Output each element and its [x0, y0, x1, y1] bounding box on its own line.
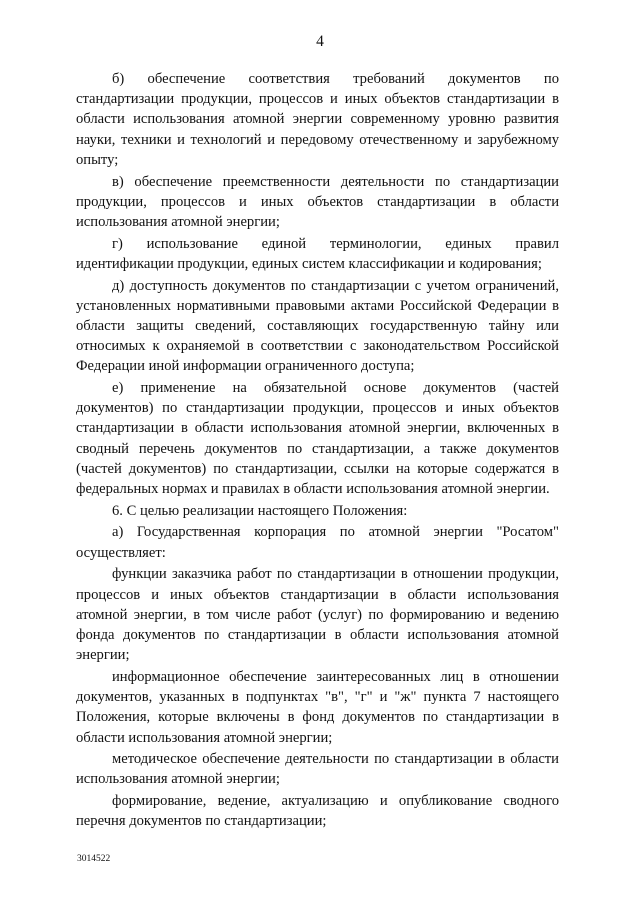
paragraph-6a: а) Государственная корпорация по атомной энергии "Росатом" осуществляет:: [76, 524, 559, 561]
document-body: [76, 69, 559, 833]
paragraph-section-6: 6. С целью реализации настоящего Положения:: [112, 502, 408, 519]
paragraph-e: е) применение на обязательной основе документов (частей документов) по стандартизации продукции, процессов и иных объектов стандартизации в области использования атомной энергии, включенных в сводный перечень документов по стандартизации, а также документов (частей документов) по стандартизации, ссылки на которые содержатся в федеральных нормах и правилах в области использования атомной энергии.: [76, 380, 559, 498]
paragraph-b: б) обеспечение соответствия требований документов по стандартизации продукции, процессов и иных объектов стандартизации в области использования атомной энергии современному уровню развития науки, техники и технологий и передовому отечественному и зарубежному опыту;: [76, 71, 559, 168]
paragraph-d: д) доступность документов по стандартизации с учетом ограничений, установленных нормативными правовыми актами Российской Федерации в области защиты сведений, составляющих государственную тайну или относимых к охраняемой в соответствии с законодательством Российской Федерации иной информации ограниченного доступа;: [76, 277, 559, 375]
paragraph-methodical-support: методическое обеспечение деятельности по стандартизации в области использования атомной энергии;: [76, 751, 559, 788]
paragraph-v: в) обеспечение преемственности деятельности по стандартизации продукции, процессов и иных объектов стандартизации в области использования атомной энергии;: [76, 173, 559, 230]
paragraph-customer-functions: функции заказчика работ по стандартизации в отношении продукции, процессов и иных объектов стандартизации в области использования атомной энергии, в том числе работ (услуг) по формированию и ведению фонда документов по стандартизации в области использования атомной энергии;: [76, 566, 559, 664]
footer-document-code: 3014522: [77, 854, 111, 864]
page-number: 4: [316, 33, 324, 50]
paragraph-consolidated-list: формирование, ведение, актуализацию и опубликование сводного перечня документов по стандартизации;: [76, 793, 559, 830]
paragraph-g: г) использование единой терминологии, единых правил идентификации продукции, единых систем классификации и кодирования;: [76, 235, 559, 272]
paragraph-information-support: информационное обеспечение заинтересованных лиц в отношении документов, указанных в подпунктах "в", "г" и "ж" пункта 7 настоящего Положения, которые включены в фонд документов по стандартизации в области использования атомной энергии;: [76, 668, 559, 746]
